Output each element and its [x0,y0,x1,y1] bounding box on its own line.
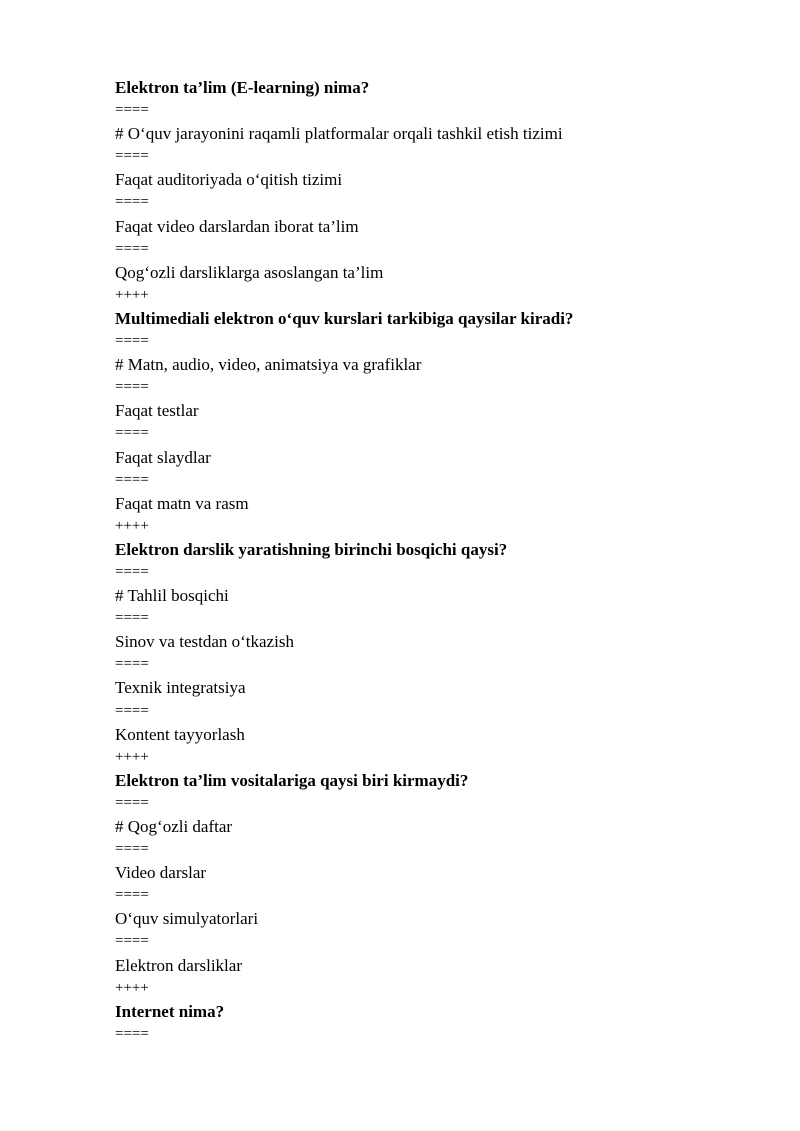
option-separator: ==== [115,933,149,950]
option-separator: ==== [115,379,149,396]
correct-answer: # O‘quv jarayonini raqamli platformalar orqali tashkil etish tizimi [115,124,563,144]
question-text: Multimediali elektron o‘quv kurslari tarkibiga qaysilar kiradi? [115,308,574,328]
answer-option: Video darslar [115,863,207,883]
answer-option: Faqat auditoriyada o‘qitish tizimi [115,170,343,190]
question-text: Internet nima? [115,1001,225,1021]
option-separator: ==== [115,841,149,858]
answer-option: Qog‘ozli darsliklarga asoslangan ta’lim [115,262,384,282]
answer-option: Kontent tayyorlash [115,724,245,744]
question-separator: ++++ [115,517,149,534]
correct-answer: # Tahlil bosqichi [115,586,229,606]
answer-option: Faqat video darslardan iborat ta’lim [115,216,359,236]
answer-option: Faqat slaydlar [115,447,211,467]
question-separator: ++++ [115,979,149,996]
answer-option: Faqat matn va rasm [115,493,249,513]
option-separator: ==== [115,471,149,488]
option-separator: ==== [115,148,149,165]
answer-option: Texnik integratsiya [115,678,246,698]
correct-answer: # Matn, audio, video, animatsiya va grafiklar [115,355,422,375]
answer-option: Sinov va testdan o‘tkazish [115,632,294,652]
option-separator: ==== [115,333,149,350]
question-separator: ++++ [115,286,149,303]
answer-option: Faqat testlar [115,401,199,421]
option-separator: ==== [115,656,149,673]
question-separator: ++++ [115,748,149,765]
option-separator: ==== [115,194,149,211]
answer-option: Elektron darsliklar [115,955,242,975]
question-text: Elektron ta’lim (E-learning) nima? [115,78,370,97]
question-text: Elektron darslik yaratishning birinchi bosqichi qaysi? [115,539,508,559]
option-separator: ==== [115,610,149,627]
option-separator: ==== [115,425,149,442]
option-separator: ==== [115,563,149,580]
option-separator: ==== [115,887,149,904]
option-separator: ==== [115,102,149,119]
option-separator: ==== [115,240,149,257]
option-separator: ==== [115,1025,149,1042]
option-separator: ==== [115,702,149,719]
document-page [115,76,755,1046]
question-text: Elektron ta’lim vositalariga qaysi biri kirmaydi? [115,770,469,790]
answer-option: O‘quv simulyatorlari [115,909,259,929]
correct-answer: # Qog‘ozli daftar [115,817,233,836]
option-separator: ==== [115,794,149,811]
